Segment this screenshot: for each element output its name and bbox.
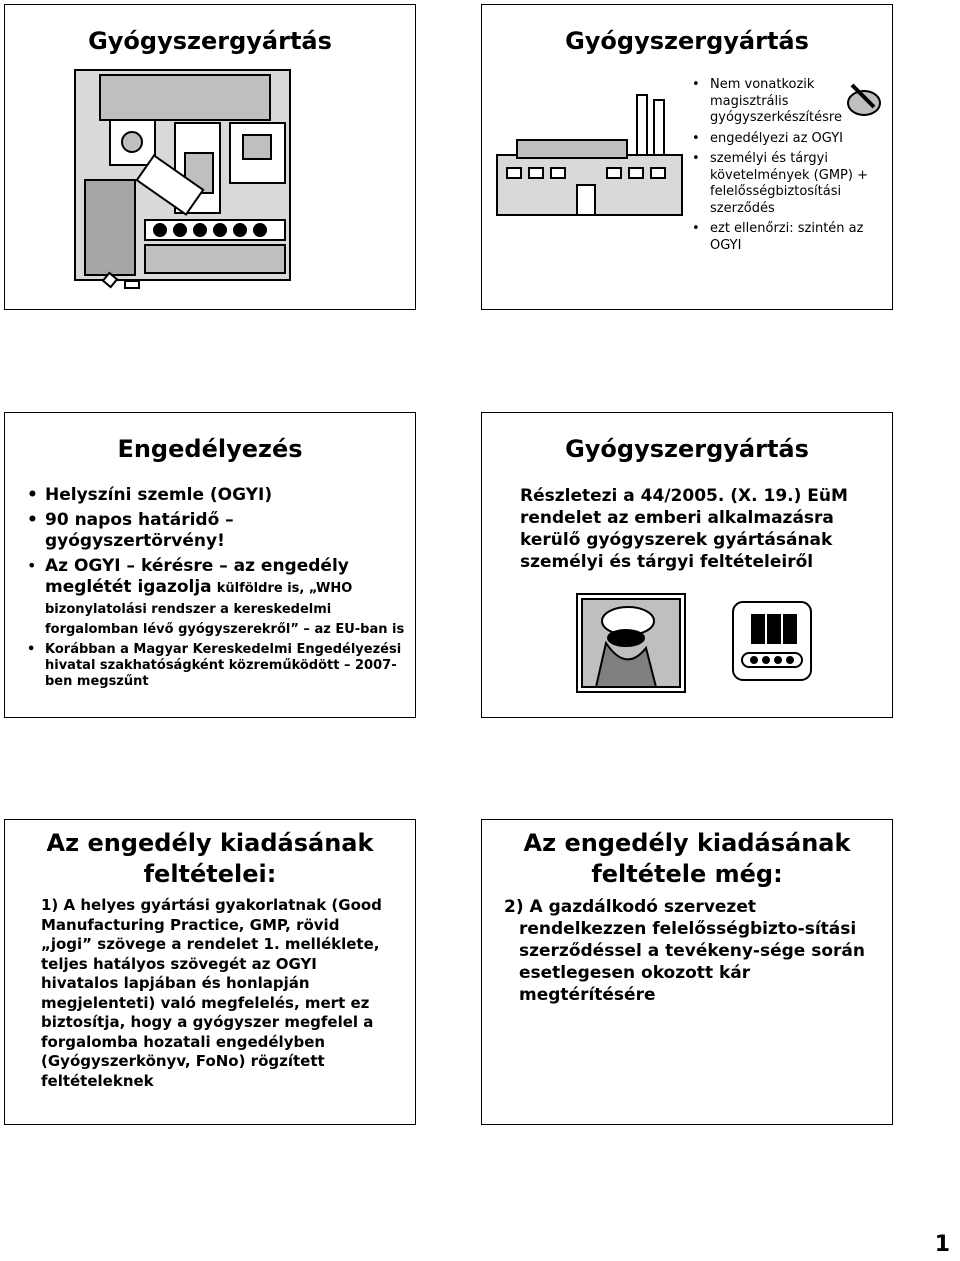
bottles-conveyor-icon [732, 601, 812, 681]
slide-title: Engedélyezés [117, 435, 303, 463]
body-line-first: 2) A gazdálkodó szervezet [504, 897, 756, 917]
slide-4 [481, 412, 893, 718]
list-item: • 90 napos határidő – gyógyszertörvény! [25, 510, 405, 552]
list-item [25, 556, 405, 638]
slide-title: Az engedély kiadásának feltétele még: [523, 829, 851, 888]
slide-title: Gyógyszergyártás [88, 27, 332, 55]
list-item: • engedélyezi az OGYI [690, 131, 890, 148]
bullet-text-large: Az OGYI – kérésre – az engedély meglétét igazolja [45, 556, 349, 597]
slide-6 [481, 819, 893, 1125]
slide-body [504, 896, 874, 1006]
list-item: • személyi és tárgyi követelmények (GMP) + felelősségbiztosítási szerződés [690, 151, 890, 217]
factory-icon [487, 90, 687, 240]
robot-arm-factory-illustration [5, 5, 416, 310]
slide-title: Gyógyszergyártás [565, 435, 809, 463]
slide-title: Gyógyszergyártás [565, 27, 809, 55]
bullet-list [690, 77, 890, 258]
slide-3 [4, 412, 416, 718]
slide-5 [4, 819, 416, 1125]
list-item: • Helyszíni szemle (OGYI) [25, 485, 405, 506]
slide-1 [4, 4, 416, 310]
bullet-list [25, 485, 405, 694]
slide-2 [481, 4, 893, 310]
list-item: • Nem vonatkozik magisztrális gyógyszerkészítésre [690, 77, 890, 127]
worker-with-goggles-icon [576, 593, 686, 693]
list-item: • ezt ellenőrzi: szintén az OGYI [690, 221, 890, 254]
body-text-rest: rendelkezzen felelősségbizto-sítási szerződéssel a tevékeny-sége során esetlegesen okozott kár megtérítésére [519, 919, 866, 1005]
bullet-text-small: külföldre is, „WHO bizonylatolási rendszer a kereskedelmi forgalomban lévő gyógyszerekről” – az EU-ban is [45, 581, 405, 637]
page-number: 1 [934, 1232, 950, 1257]
slide-body: 1) A helyes gyártási gyakorlatnak (Good Manufacturing Practice, GMP, rövid „jogi” szövege a rendelet 1. melléklete, teljes hatályos szövegét az OGYI hivatalos lapjában és honlapján megjelenteti) való megfelelés, mert ez biztosítja, hogy a gyógyszer megfelel a forgalomba hozatali engedélyben (Gyógyszerkönyv, FoNo) rögzített feltételeknek [41, 896, 382, 1090]
slide-body: Részletezi a 44/2005. (X. 19.) EüM rendelet az emberi alkalmazásra kerülő gyógyszerek gyártásának személyi és tárgyi feltételeiről [520, 486, 848, 572]
slide-title: Az engedély kiadásának feltételei: [46, 829, 374, 888]
list-item: • Korábban a Magyar Kereskedelmi Engedélyezési hivatal szakhatóságként közreműködött – 2007-ben megszűnt [25, 642, 405, 690]
